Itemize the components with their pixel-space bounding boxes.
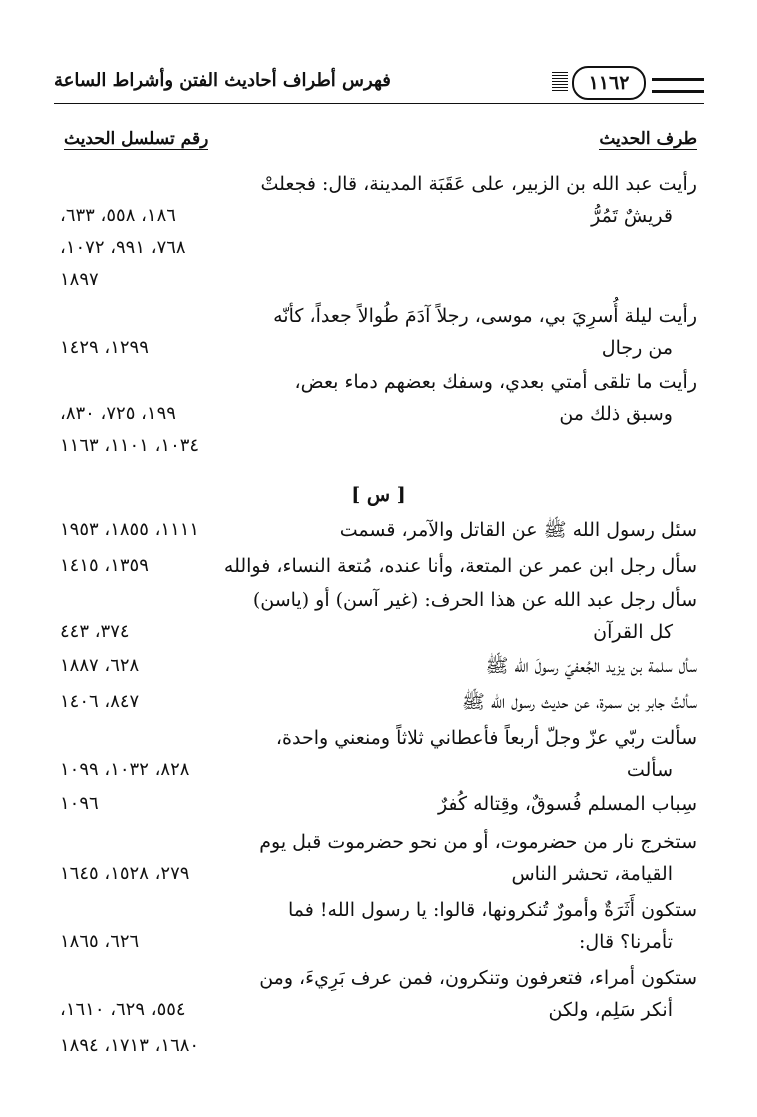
column-header-sequence-label: رقم تسلسل الحديث xyxy=(64,129,209,149)
entry-line xyxy=(60,550,697,582)
entry-numbers: ٢٧٩، ١٥٢٨، ١٦٤٥ xyxy=(60,863,190,884)
entry-text: ستخرج نار من حضرموت، أو من نحو حضرموت قبل يوم xyxy=(259,831,697,853)
entry-text: سألت ربّي عزّ وجلّ أربعاً فأعطاني ثلاثاً ومنعني واحدة، xyxy=(275,727,697,749)
entry-numbers: ٧٦٨، ٩٩١، ١٠٧٢، xyxy=(60,237,186,258)
entry-numbers: ١١١١، ١٨٥٥، ١٩٥٣ xyxy=(60,519,200,540)
entry-numbers: ١٢٩٩، ١٤٢٩ xyxy=(60,337,149,358)
entry-text: سأل سلمة بن يزيد الجُعفيّ رسولَ الله ﷺ xyxy=(485,655,697,677)
entry-line xyxy=(60,962,697,994)
entry-text: كل القرآن xyxy=(593,621,673,643)
entry-text: أنكر سَلِم، ولكن xyxy=(548,999,673,1021)
entry-numbers: ١٩٩، ٧٢٥، ٨٣٠، xyxy=(60,403,176,424)
entry-line xyxy=(60,430,697,462)
entry-text: ستكون أمراء، فتعرفون وتنكرون، فمن عرف بَرِيءَ، ومن xyxy=(259,967,697,989)
entry-text: ستكون أَثَرَةٌ وأمورٌ تُنكرونها، قالوا: يا رسول الله! فما xyxy=(288,899,697,921)
header-ornament-stripes xyxy=(552,72,568,92)
entry-text: قريشٌ تَمُرُّ xyxy=(591,205,673,227)
entry-line xyxy=(60,168,697,200)
entry-numbers: ١٣٥٩، ١٤١٥ xyxy=(60,555,149,576)
entry-text: القيامة، تحشر الناس xyxy=(511,863,673,885)
entry-text: سأل رجل عبد الله عن هذا الحرف: (غير آسن) أو (ياسن) xyxy=(252,589,697,611)
entry-line xyxy=(60,366,697,398)
entry-text: رأيت ما تلقى أمتي بعدي، وسفك بعضهم دماء بعض، xyxy=(294,371,697,393)
entry-text: من رجال xyxy=(601,337,673,359)
column-header-hadith xyxy=(599,126,697,150)
entry-text: سئل رسول الله ﷺ عن القاتل والآمر، قسمت xyxy=(339,519,697,541)
entry-line xyxy=(60,332,697,364)
entry-line xyxy=(60,754,697,786)
entry-text: سألت xyxy=(626,759,673,781)
entry-line xyxy=(60,584,697,616)
entry-text: رأيت عبد الله بن الزبير، على عَقَبَة المدينة، قال: فجعلتْ xyxy=(260,173,697,195)
header-rule xyxy=(54,103,704,104)
page-number: ١١٦٢ xyxy=(572,66,646,100)
entry-line xyxy=(60,616,697,648)
entry-line xyxy=(60,894,697,926)
entry-text: رأيت ليلة أُسرِيَ بي، موسى، رجلاً آدَمَ طُوالاً جعداً، كأنّه xyxy=(273,305,697,327)
column-header-sequence xyxy=(64,126,208,150)
entry-numbers: ٣٧٤، ٤٤٣ xyxy=(60,621,130,642)
entry-numbers: ١٠٩٦ xyxy=(60,793,99,814)
entry-line xyxy=(60,264,697,296)
header-title: فهرس أطراف أحاديث الفتن وأشراط الساعة xyxy=(54,70,391,91)
section-letter: [ س ] xyxy=(351,484,406,506)
entry-line xyxy=(60,826,697,858)
entry-line xyxy=(60,686,697,718)
entry-line xyxy=(60,858,697,890)
entry-numbers: ٦٢٨، ١٨٨٧ xyxy=(60,655,140,676)
entry-line xyxy=(60,926,697,958)
column-header-hadith-label: طرف الحديث xyxy=(599,129,697,149)
entry-text: وسبق ذلك من xyxy=(559,403,673,425)
entry-numbers: ٦٢٦، ١٨٦٥ xyxy=(60,931,140,952)
entry-text: سِباب المسلم فُسوقٌ، وقِتاله كُفرٌ xyxy=(437,793,697,815)
entry-numbers: ١٨٦، ٥٥٨، ٦٣٣، xyxy=(60,205,176,226)
entry-line xyxy=(60,200,697,232)
entry-numbers: ١٦٨٠، ١٧١٣، ١٨٩٤ xyxy=(60,1035,200,1056)
entry-line xyxy=(60,650,697,682)
entry-line xyxy=(60,232,697,264)
entry-numbers: ١٨٩٧ xyxy=(60,269,99,290)
entry-line xyxy=(60,722,697,754)
running-header xyxy=(54,66,704,106)
entry-line xyxy=(60,788,697,820)
entry-numbers: ٥٥٤، ٦٢٩، ١٦١٠، xyxy=(60,999,186,1020)
entry-line xyxy=(60,994,697,1026)
entry-line xyxy=(60,300,697,332)
header-ornament-bars xyxy=(652,78,704,93)
entry-line xyxy=(60,398,697,430)
entry-numbers: ١٠٣٤، ١١٠١، ١١٦٣ xyxy=(60,435,200,456)
entry-line xyxy=(60,1030,697,1062)
entry-numbers: ٨٤٧، ١٤٠٦ xyxy=(60,691,140,712)
entry-numbers: ٨٢٨، ١٠٣٢، ١٠٩٩ xyxy=(60,759,190,780)
entry-text: سأل رجل ابن عمر عن المتعة، وأنا عنده، مُتعة النساء، فوالله xyxy=(223,555,697,577)
entry-line xyxy=(60,514,697,546)
entry-text: تأمرنا؟ قال: xyxy=(578,931,673,953)
entry-text: سألتُ جابر بن سمرة، عن حديث رسول الله ﷺ xyxy=(461,691,697,713)
